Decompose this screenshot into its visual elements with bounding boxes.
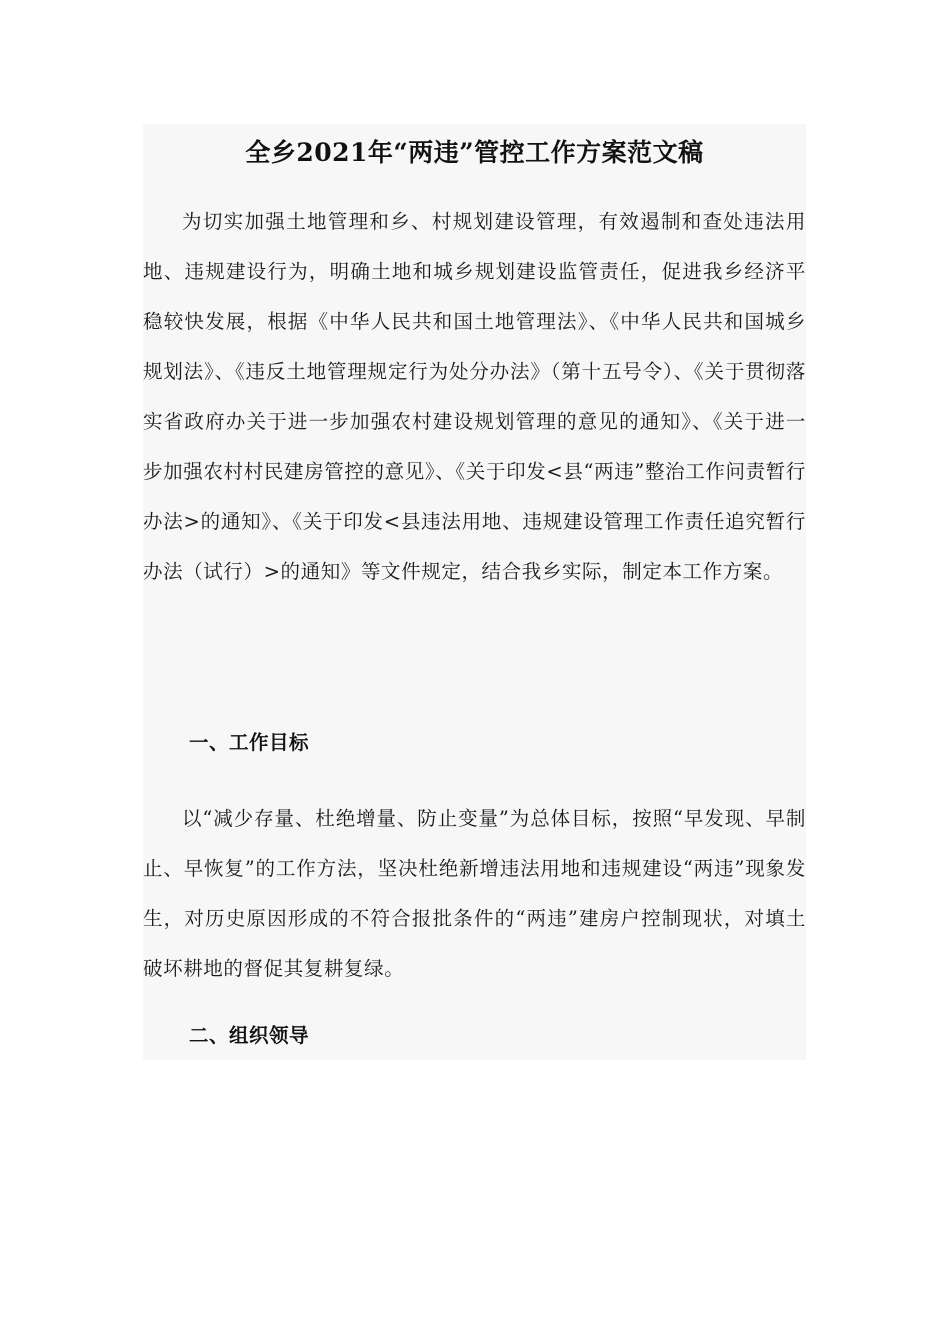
document-title: 全乡2021年“两违”管控工作方案范文稿: [245, 138, 704, 167]
goals-paragraph: 以“减少存量、杜绝增量、防止变量”为总体目标，按照“早发现、早制止、早恢复”的工作方法，坚决杜绝新增违法用地和违规建设“两违”现象发生，对历史原因形成的不符合报批条件的“两违”建房户控制现状，对填土破坏耕地的督促其复耕复绿。: [143, 807, 806, 980]
section-heading-organization: 二、组织领导: [189, 1024, 310, 1047]
document-page: [143, 124, 806, 1060]
intro-paragraph: 为切实加强土地管理和乡、村规划建设管理，有效遏制和查处违法用地、违规建设行为，明确土地和城乡规划建设监管责任，促进我乡经济平稳较快发展，根据《中华人民共和国土地管理法》、《中华人民共和国城乡规划法》、《违反土地管理规定行为处分办法》（第十五号令）、《关于贯彻落实省政府办关于进一步加强农村建设规划管理的意见的通知》、《关于进一步加强农村村民建房管控的意见》、《关于印发<县“两违”整治工作问责暂行办法>的通知》、《关于印发<县违法用地、违规建设管理工作责任追究暂行办法（试行）>的通知》等文件规定，结合我乡实际，制定本工作方案。: [143, 210, 806, 583]
section-heading-goals: 一、工作目标: [189, 731, 310, 754]
